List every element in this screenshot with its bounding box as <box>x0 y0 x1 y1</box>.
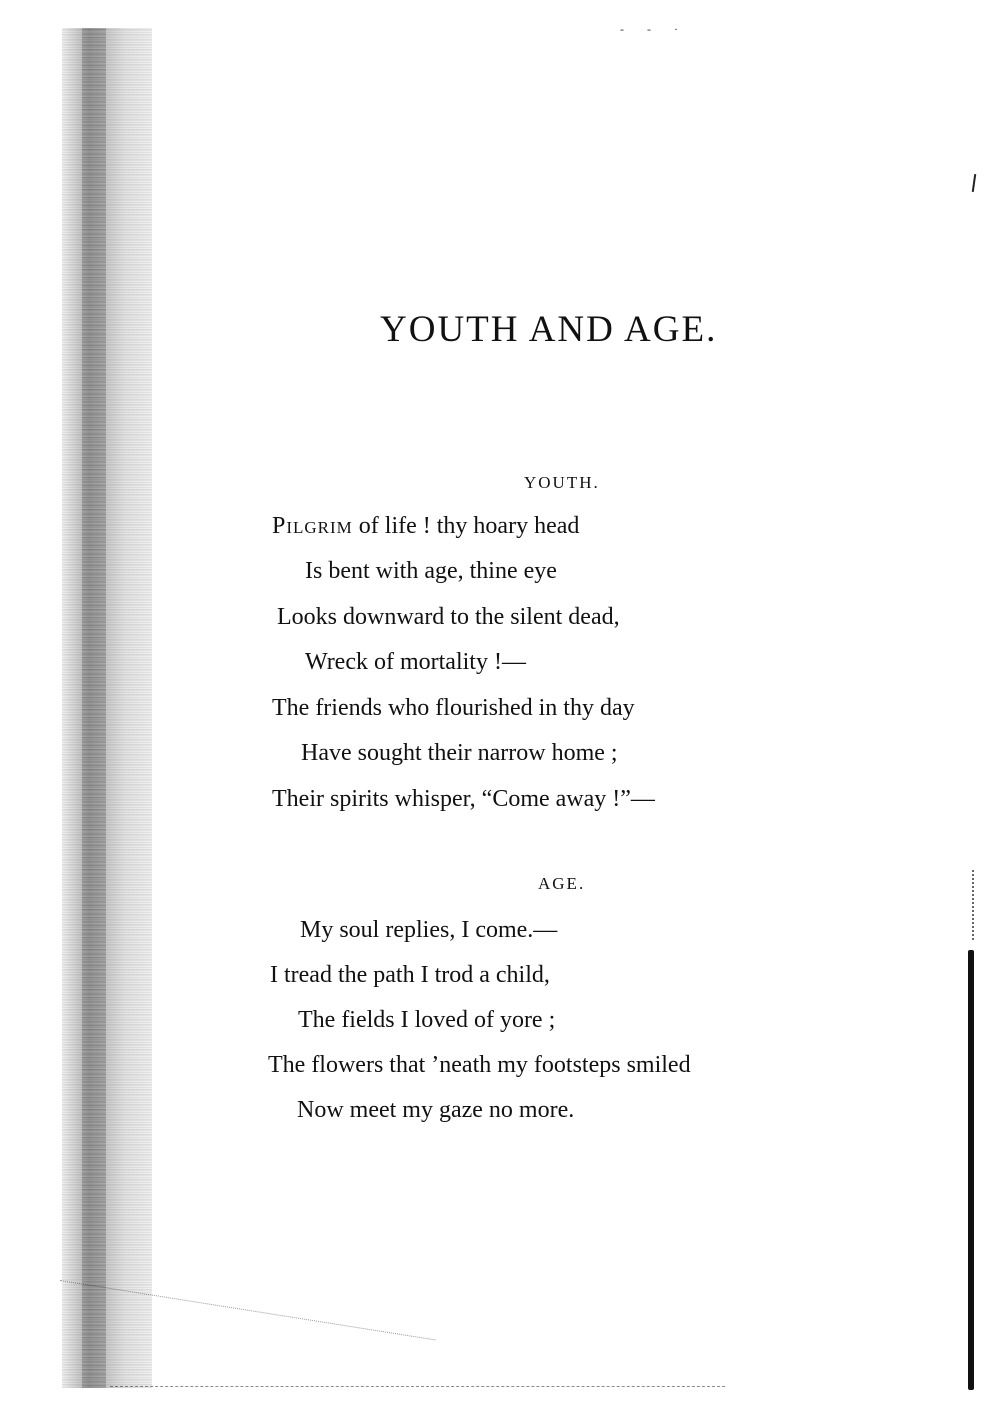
verse-line: Now meet my gaze no more. <box>297 1097 575 1123</box>
poem-title: YOUTH AND AGE. <box>380 309 718 350</box>
section-heading-age: AGE. <box>538 874 586 893</box>
binding-edge-scan-noise <box>82 28 106 1388</box>
verse-line: The flowers that ’neath my footsteps smiled <box>268 1052 691 1078</box>
verse-line: I tread the path I trod a child, <box>270 962 550 988</box>
right-margin-tick <box>972 174 976 192</box>
verse-line: Looks downward to the silent dead, <box>277 604 620 630</box>
right-margin-dotted-mark <box>972 870 976 940</box>
top-scan-marks: - - · <box>620 22 688 36</box>
verse-line: Is bent with age, thine eye <box>305 558 557 584</box>
verse-line: Have sought their narrow home ; <box>301 740 618 766</box>
verse-line: The fields I loved of yore ; <box>298 1007 556 1033</box>
verse-line-rest: of life ! thy hoary head <box>352 513 580 539</box>
section-heading-youth: YOUTH. <box>524 473 600 492</box>
verse-line: Their spirits whisper, “Come away !”— <box>272 786 655 812</box>
verse-line: Wreck of mortality !— <box>305 649 526 675</box>
verse-line <box>272 514 579 538</box>
right-margin-edge-shadow <box>968 950 974 1390</box>
binding-gutter-scan-noise <box>62 28 152 1388</box>
verse-line: My soul replies, I come.— <box>300 917 558 943</box>
verse-line: The friends who flourished in thy day <box>272 695 635 721</box>
scan-artifact-bottom-rule <box>110 1386 725 1388</box>
verse-line-lead-caps: Pilgrim <box>272 513 353 539</box>
